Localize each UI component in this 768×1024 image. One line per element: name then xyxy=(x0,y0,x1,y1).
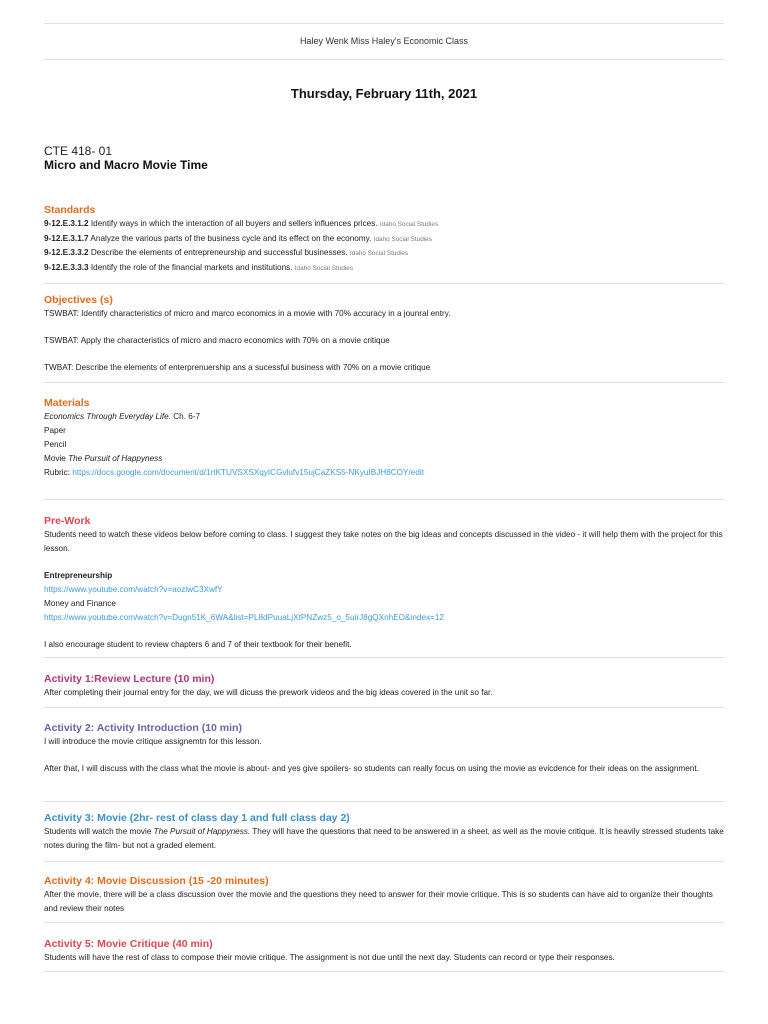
textbook-chapters: Ch. 6-7 xyxy=(170,412,201,421)
material-item: Paper xyxy=(44,426,66,435)
standard-item xyxy=(44,261,724,276)
material-item xyxy=(44,466,724,480)
standards-heading: Standards xyxy=(44,204,96,216)
objective-item: TSWBAT: Apply the characteristics of micro and macro economics with 70% on a movie critique xyxy=(44,336,390,345)
activity-4-section xyxy=(44,874,724,916)
standard-item xyxy=(44,246,724,261)
entrepreneurship-video-link[interactable]: https://www.youtube.com/watch?v=aozlwC3XwfY xyxy=(44,585,223,594)
lesson-title: Micro and Macro Movie Time xyxy=(44,158,208,172)
divider xyxy=(44,283,724,284)
activity-5-text: Students will have the rest of class to compose their movie critique. The assignment is not due until the next day. Students can record or type their responses. xyxy=(44,953,615,962)
standard-item xyxy=(44,232,724,247)
objectives-section xyxy=(44,293,724,375)
standard-code: 9-12.E.3.3.2 xyxy=(44,248,89,257)
standard-text: Identify the role of the financial markets and institutions. xyxy=(88,262,293,272)
standard-tag: Idaho Social Studies xyxy=(294,264,354,272)
activity-5-heading: Activity 5: Movie Critique (40 min) xyxy=(44,938,213,950)
standard-text: Identify ways in which the interaction of all buyers and sellers influences prices. xyxy=(88,219,378,228)
objective-item: TWBAT: Describe the elements of enterprenuership ans a sucessful business with 70% on a movie critique xyxy=(44,363,431,372)
materials-heading: Materials xyxy=(44,397,90,409)
activity-1-section xyxy=(44,672,724,700)
activity-2-heading: Activity 2: Activity Introduction (10 min) xyxy=(44,722,242,734)
textbook-title: Economics Through Everyday Life. xyxy=(44,412,171,421)
divider xyxy=(44,861,724,862)
activity-2-text: After that, I will discuss with the class what the movie is about- and yes give spoilers- so students can really focus on using the movie as evicdence for their ideas on the assignment. xyxy=(44,764,699,773)
activity-1-heading: Activity 1:Review Lecture (10 min) xyxy=(44,673,215,685)
prework-review: I also encourage student to review chapters 6 and 7 of their textbook for their benefit. xyxy=(44,640,352,649)
header-divider xyxy=(44,59,724,60)
activity-4-text: After the movie, there will be a class discussion over the movie and the questions they need to answer for their movie critique. This is so students can have aid to organize their thoughts and review their notes xyxy=(44,890,713,913)
divider xyxy=(44,707,724,708)
standard-text: Analyze the various parts of the business cycle and its effect on the economy. xyxy=(88,233,372,243)
activity-2-text: I will introduce the movie critique assignemtn for this lesson. xyxy=(44,737,262,746)
money-label: Money and Finance xyxy=(44,599,116,608)
standards-section xyxy=(44,203,724,275)
standard-code: 9-12.E.3.3.3 xyxy=(44,262,89,272)
standard-item xyxy=(44,217,724,232)
material-item xyxy=(44,410,724,424)
divider xyxy=(44,971,724,972)
activity-4-heading: Activity 4: Movie Discussion (15 -20 minutes) xyxy=(44,875,269,887)
lesson-date: Thursday, February 11th, 2021 xyxy=(290,86,478,101)
movie-title: The Pursuit of Happyness xyxy=(68,454,163,463)
standard-code: 9-12.E.3.1.7 xyxy=(44,233,89,243)
prework-heading: Pre-Work xyxy=(44,515,91,527)
divider xyxy=(44,801,724,802)
entrepreneurship-label: Entrepreneurship xyxy=(44,571,113,580)
rubric-link[interactable]: https://docs.google.com/document/d/1rtKTUVSXSXqyICGvlufv15ujCaZKS5-NKyuIBJH8COY/edit xyxy=(72,468,424,477)
activity-3-section xyxy=(44,811,724,853)
divider xyxy=(44,499,724,500)
top-divider xyxy=(44,23,724,24)
money-video-link[interactable]: https://www.youtube.com/watch?v=Dugn51K_6WA&list=PL8dPuuaLjXtPNZwz5_o_5uirJ8gQXnhEO&index=12 xyxy=(44,613,444,622)
objectives-heading: Objectives (s) xyxy=(44,294,113,306)
objective-item: TSWBAT: Identify characteristics of micro and marco economics in a movie with 70% accuracy in a jounral entry. xyxy=(44,309,451,318)
divider xyxy=(44,382,724,383)
prework-section xyxy=(44,514,724,652)
divider xyxy=(44,922,724,923)
divider xyxy=(44,657,724,658)
activity-3-text: Students will watch the movie The Pursuit of Happyness. They will have the questions that need to be answered in a sheet, as well as the movie critique. It is heavily stressed students take notes during the film- but not a graded element. xyxy=(44,827,724,850)
standard-tag: Idaho Social Studies xyxy=(373,235,432,243)
standard-tag: Idaho Social Studies xyxy=(379,221,439,228)
movie-prefix: Movie xyxy=(44,454,69,463)
rubric-label: Rubric: xyxy=(44,468,73,477)
material-item: Pencil xyxy=(44,440,67,449)
page-header: Haley Wenk Miss Haley's Economic Class xyxy=(299,36,469,46)
prework-intro: Students need to watch these videos below before coming to class. I suggest they take notes on the big ideas and concepts discussed in the video - it will help them with the project for this lesson. xyxy=(44,530,723,553)
activity-5-section xyxy=(44,937,724,965)
standard-tag: Idaho Social Studies xyxy=(349,250,409,257)
activity-1-text: After completing their journal entry for the day, we will dicuss the prework videos and the big ideas covered in the unit so far. xyxy=(44,688,493,697)
course-code: CTE 418- 01 xyxy=(44,144,113,158)
materials-section xyxy=(44,396,724,480)
activity-3-heading: Activity 3: Movie (2hr- rest of class day 1 and full class day 2) xyxy=(44,812,350,824)
standard-text: Describe the elements of entrepreneurship and successful businesses. xyxy=(88,248,348,257)
material-item xyxy=(44,452,724,466)
standard-code: 9-12.E.3.1.2 xyxy=(44,219,89,228)
activity-2-section xyxy=(44,721,724,776)
